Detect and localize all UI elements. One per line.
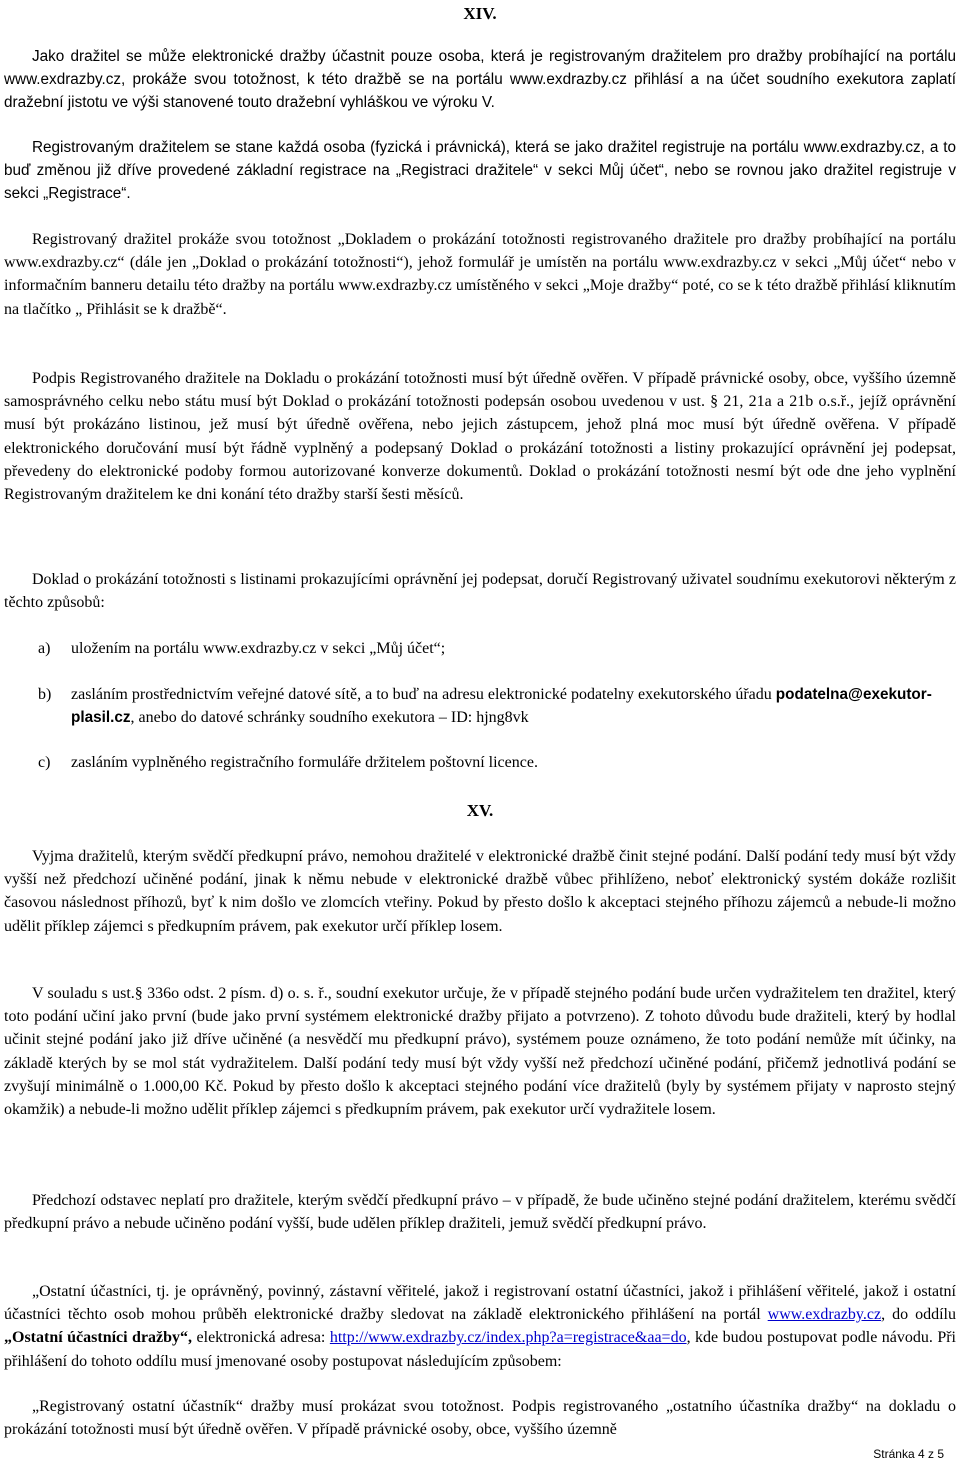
- paragraph-delivery-methods: Doklad o prokázání totožnosti s listinami prokazujícími oprávnění jej podepsat, doručí Registrovaný uživatel soudnímu exekutorovi některým z těchto způsobů:: [4, 571, 956, 612]
- page-number: Stránka 4 z 5: [873, 1447, 944, 1461]
- list-text: zasláním vyplněného registračního formuláře držitelem poštovní licence.: [71, 754, 538, 771]
- list-marker: b): [38, 686, 52, 703]
- email-address: podatelna@exekutor-plasil.cz: [71, 686, 932, 727]
- paragraph-registered-bidder: Registrovaným dražitelem se stane každá osoba (fyzická i právnická), která se jako dražitel registruje na portálu www.exdrazby.cz, a to buď změnou již dříve provedené základní registrace na „Registraci dražitele“ v sekci Můj účet“, nebo se rovnou jako dražitel registruje v sekci „Registrace“.: [4, 139, 956, 203]
- section-heading-xiv: XIV.: [463, 4, 497, 23]
- link-exdrazby[interactable]: www.exdrazby.cz: [767, 1306, 882, 1324]
- paragraph-other-participants: „Ostatní účastníci, tj. je oprávněný, povinný, zástavní věřitelé, jakož i registrovaní ostatní účastníci, jakož i přihlášení věřitelé, jakož i ostatní účastníci těchto osob mohou průběh elektronické dražby sledovat na základě elektronického přihlášení na portál www.exdrazby.cz, do oddílu „Ostatní účastníci dražby“, elektronická adresa: http://www.exdrazby.cz/index.php?a=registrace&aa=do, kde budou postupovat podle návodu. Při přihlášení do tohoto oddílu musí jmenované osoby postupovat následujícím způsobem:: [4, 1283, 957, 1370]
- list-text: , anebo do datové schránky soudního exekutora – ID: hjng8vk: [130, 709, 529, 727]
- paragraph-registered-participant: „Registrovaný ostatní účastník“ dražby musí prokázat svou totožnost. Podpis registrovaného „ostatního účastníka dražby“ na dokladu o prokázání totožnosti musí být úředně ověřen. V případě právnické osoby, obce, vyššího územně: [4, 1398, 956, 1439]
- link-registration[interactable]: http://www.exdrazby.cz/index.php?a=registrace&aa=do: [329, 1329, 687, 1347]
- list-text: zasláním prostřednictvím veřejné datové sítě, a to buď na adresu elektronické podatelny exekutorského úřadu: [71, 686, 776, 703]
- list-marker: c): [38, 754, 51, 771]
- paragraph-identity-proof: Registrovaný dražitel prokáže svou totožnost „Dokladem o prokázání totožnosti registrovaného dražitele pro dražby probíhající na portálu www.exdrazby.cz“ (dále jen „Doklad o prokázání totožnosti“), jehož formulář je umístěn na portálu www.exdrazby.cz v sekci „Můj účet“ nebo v informačním banneru detailu této dražby na portálu www.exdrazby.cz umístěného v sekci „Moje dražby“ poté, co se k této dražbě přihlásí kliknutím na tlačítko „ Přihlásit se k dražbě“.: [4, 231, 956, 318]
- paragraph-equal-bids: V souladu s ust.§ 336o odst. 2 písm. d) o. s. ř., soudní exekutor určuje, že v případě stejného podání bude určen vydražitelem ten dražitel, který toto podání učiní jako první (bude jako první systémem elektronické dražby přijato a potvrzeno). Z tohoto důvodu bude dražiteli, který by hodlal učinit stejné podání jako již dříve učiněné (a nesvědčí mu předkupní právo), systémem pouze oznámeno, že toto podání nemůže mít účinky, na základě kterých by se mol stát vydražitelem. Další podání tedy musí být vždy vyšší než předchozí učiněné podání, přičemž jednotlivá podání se zvyšují minimálně o 1.000,00 Kč. Pokud by přesto došlo k akceptaci stejného podání více dražitelů (byly by systémem přijaty v naprosto stejný okamžik) a nebude-li možno udělit příklep zájemci s předkupním právem, pak exekutor určí vydražitele losem.: [4, 985, 956, 1119]
- list-item-a: [38, 637, 956, 660]
- section-heading-xv: XV.: [466, 801, 494, 820]
- paragraph-bid-rules: Vyjma dražitelů, kterým svědčí předkupní právo, nemohou dražitelé v elektronické dražbě činit stejné podání. Další podání tedy musí být vždy vyšší než předchozí učiněné podání, jinak k němu nebude v elektronické dražbě vůbec přihlíženo, neboť elektronický systém dokáže rozlišit časovou následnost příhozů, byť k nim došlo ve zlomcích vteřiny. Pokud by přesto došlo k akceptaci stejného příhozu zájemců a nebude-li možno udělit příklep zájemci s předkupním právem, pak exekutor určí příklep losem.: [4, 848, 956, 935]
- list-item-b: [38, 683, 956, 729]
- bold-other-participants: „Ostatní účastníci dražby“,: [4, 1329, 193, 1347]
- list-text: uložením na portálu www.exdrazby.cz v sekci „Můj účet“;: [71, 640, 446, 657]
- list-item-c: [38, 751, 956, 774]
- paragraph-registration-requirement: Jako dražitel se může elektronické dražby účastnit pouze osoba, která je registrovaným dražitelem pro dražby probíhající na portálu www.exdrazby.cz, prokáže svou totožnost, k této dražbě se na portálu www.exdrazby.cz přihlásí a na účet soudního exekutora zaplatí dražební jistotu ve výši stanovené touto dražební vyhláškou ve výroku V.: [4, 48, 956, 112]
- paragraph-preemption-right: Předchozí odstavec neplatí pro dražitele, kterým svědčí předkupní právo – v případě, že bude učiněno stejné podání dražitelem, kterému svědčí předkupní právo a nebude učiněno podání vyšší, bude udělen příklep dražiteli, jemuž svědčí předkupní právo.: [4, 1192, 956, 1233]
- paragraph-signature-verification: Podpis Registrovaného dražitele na Dokladu o prokázání totožnosti musí být úředně ověřen. V případě právnické osoby, obce, vyššího územně samosprávného celku nebo státu musí být Doklad o prokázání totožnosti podepsán osobou uvedenou v ust. § 21, 21a a 21b o.s.ř., jejíž oprávnění musí být prokázáno listinou, jež musí být úředně ověřena, nebo jejich zástupcem, jehož plná moc musí být úředně ověřena. V případě elektronického doručování musí být řádně vyplněný a podepsaný Doklad o prokázání totožnosti a listiny prokazující oprávnění jej podepsat, převedeny do elektronické podoby formou autorizované konverze dokumentů. Doklad o prokázání totožnosti nesmí být ode dne jeho vyplnění Registrovaným dražitelem ke dni konání této dražby starší šesti měsíců.: [4, 370, 956, 504]
- list-marker: a): [38, 640, 51, 657]
